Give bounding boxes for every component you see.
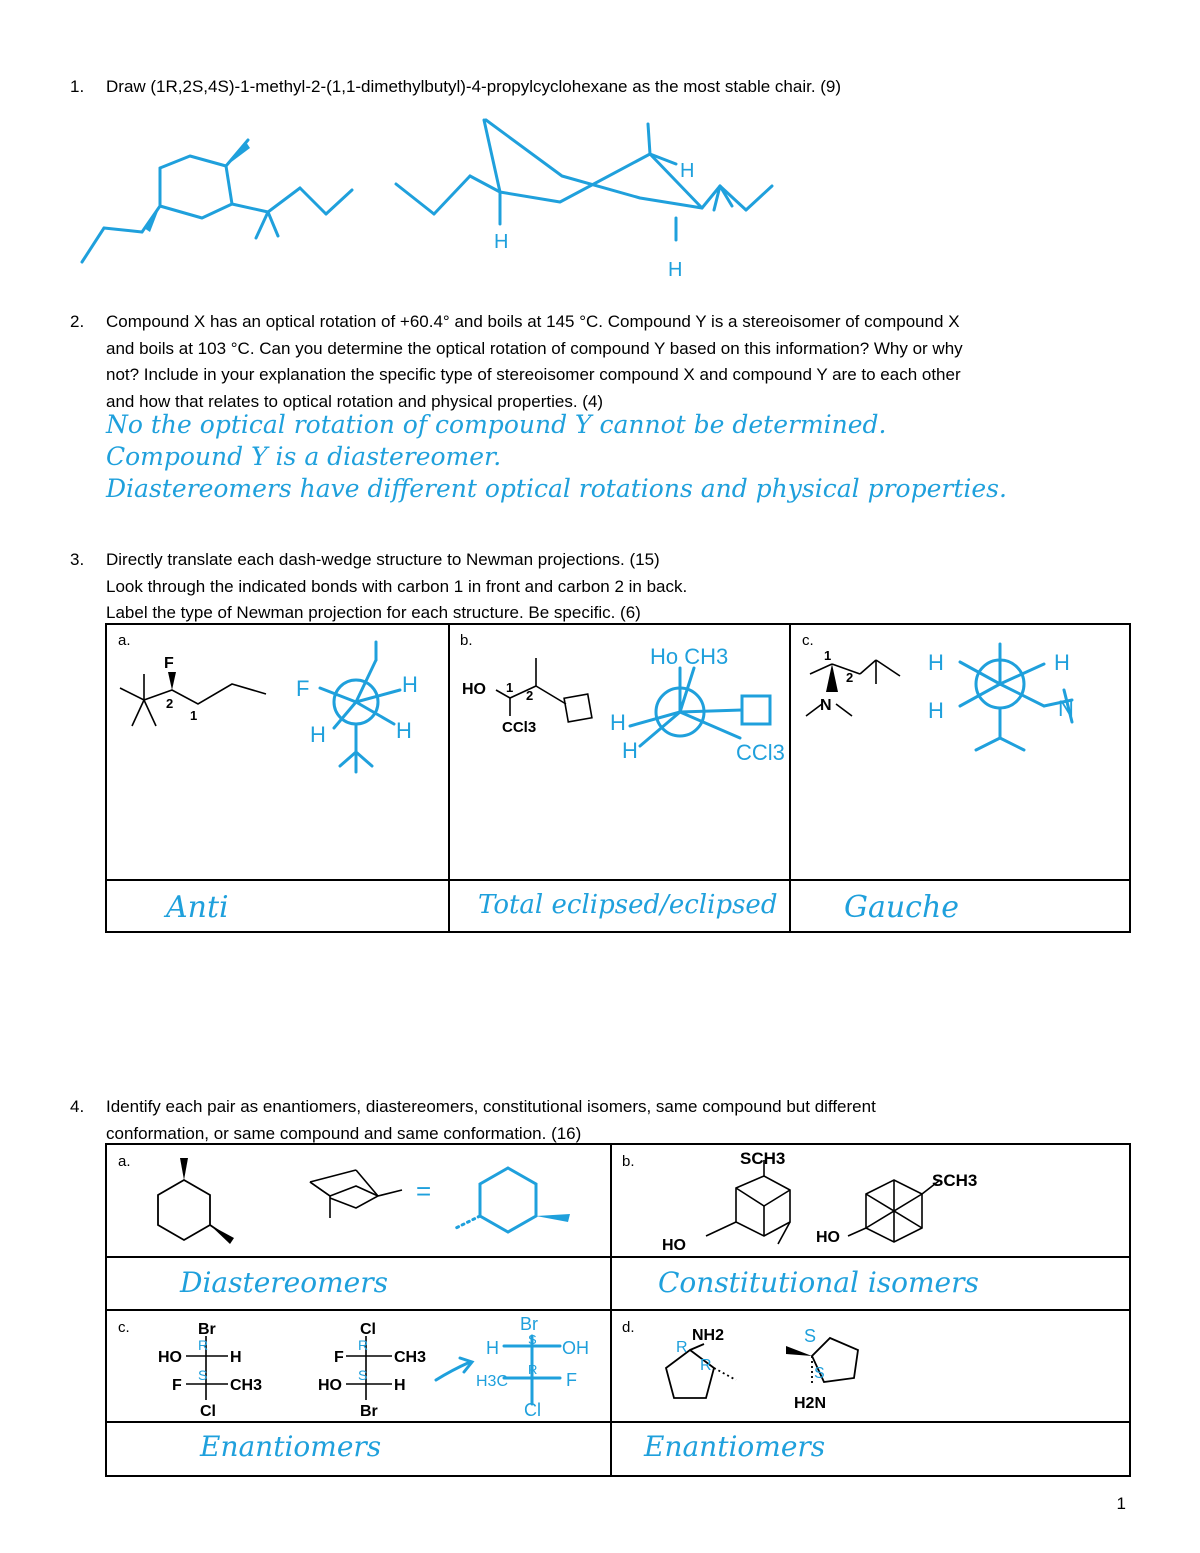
cell-letter-c: c. — [118, 1319, 130, 1336]
question-line: and boils at 103 °C. Can you determine the optical rotation of compound Y based on this information? Why or why — [106, 338, 963, 358]
config-R: R — [676, 1339, 688, 1356]
atom-H: H — [396, 718, 412, 743]
question-line: Compound X has an optical rotation of +60.4° and boils at 145 °C. Compound Y is a stereoisomer of compound X — [106, 312, 960, 331]
atom-HO: HO — [318, 1377, 342, 1394]
atom-label: H — [668, 259, 683, 281]
q4-answer-d: Enantiomers — [644, 1430, 826, 1463]
config-R: R — [358, 1337, 369, 1353]
cell-letter-b: b. — [460, 632, 473, 649]
q4-answer-b: Constitutional isomers — [658, 1266, 979, 1299]
atom-Cl: Cl — [200, 1403, 216, 1420]
question-text: Draw (1R,2S,4S)-1-methyl-2-(1,1-dimethylbutyl)-4-propylcyclohexane as the most stable chair. (9) — [106, 77, 842, 96]
atom-label: H — [494, 231, 509, 253]
question-line: Identify each pair as enantiomers, diastereomers, constitutional isomers, same compound but different — [106, 1097, 876, 1116]
carbon-2-label: 2 — [846, 670, 854, 685]
q4-answer-c: Enantiomers — [200, 1430, 382, 1463]
atom-Cl: Cl — [360, 1321, 376, 1338]
atom-HO: HO — [662, 1237, 686, 1254]
q2-answer-line-1: No the optical rotation of compound Y cannot be determined. — [106, 410, 887, 439]
atom-H: H — [486, 1338, 499, 1358]
atom-N: N — [1058, 696, 1074, 721]
atom-CH3: CH3 — [230, 1377, 263, 1394]
question-line: conformation, or same compound and same conformation. (16) — [106, 1123, 582, 1143]
question-number: 2. — [70, 312, 85, 331]
q2-answer-line-2: Compound Y is a diastereomer. — [106, 442, 502, 471]
atom-Br: Br — [360, 1403, 378, 1420]
atom-F: F — [164, 655, 174, 672]
atom-H: H — [928, 650, 944, 675]
question-line: Look through the indicated bonds with carbon 1 in front and carbon 2 in back. — [106, 576, 688, 596]
atom-H: H — [928, 698, 944, 723]
atom-H: H — [402, 672, 418, 697]
atom-CCl3: CCl3 — [736, 740, 785, 765]
atom-HO: HO — [158, 1349, 182, 1366]
atom-SCH3: SCH3 — [740, 1149, 786, 1168]
atom-H: H — [394, 1377, 406, 1394]
cell-letter-a: a. — [118, 632, 131, 649]
atom-OH: OH — [562, 1338, 589, 1358]
q4-answer-a: Diastereomers — [180, 1266, 388, 1299]
atom-HO: HO — [816, 1229, 840, 1246]
atom-N: N — [820, 697, 832, 714]
atom-H: H — [310, 722, 326, 747]
config-S: S — [528, 1332, 537, 1347]
atom-H: H — [622, 738, 638, 763]
atom-F: F — [296, 676, 310, 701]
atom-CH3: CH3 — [394, 1349, 427, 1366]
config-R: R — [700, 1357, 712, 1374]
cell-letter-c: c. — [802, 632, 814, 649]
carbon-1-label: 1 — [190, 708, 198, 723]
carbon-1-label: 1 — [506, 680, 514, 695]
q2-answer-line-3: Diastereomers have different optical rotations and physical properties. — [106, 474, 1007, 503]
atom-H: H — [230, 1349, 242, 1366]
config-S: S — [804, 1326, 817, 1346]
carbon-2-label: 2 — [526, 688, 534, 703]
q3-answer-a: Anti — [166, 890, 229, 925]
atom-HOCH3: Ho CH3 — [650, 644, 729, 669]
config-R: R — [198, 1337, 209, 1353]
config-S: S — [358, 1367, 368, 1383]
question-line: and how that relates to optical rotation and physical properties. (4) — [106, 391, 604, 411]
question-line: Label the type of Newman projection for each structure. Be specific. (6) — [106, 603, 641, 622]
atom-CCl3: CCl3 — [502, 719, 537, 736]
cell-letter-b: b. — [622, 1153, 635, 1170]
cell-letter-d: d. — [622, 1319, 635, 1336]
equals-sign: = — [416, 1176, 432, 1206]
atom-label: H — [680, 160, 695, 182]
atom-NH2: NH2 — [692, 1327, 725, 1344]
atom-HO: HO — [462, 681, 486, 698]
atom-H2N: H2N — [794, 1395, 827, 1412]
atom-H: H — [610, 710, 626, 735]
config-R: R — [528, 1362, 538, 1377]
question-number: 4. — [70, 1097, 85, 1116]
cell-letter-a: a. — [118, 1153, 131, 1170]
atom-F: F — [334, 1349, 344, 1366]
question-number: 3. — [70, 550, 85, 569]
q3-answer-c: Gauche — [844, 890, 960, 925]
atom-Br: Br — [198, 1321, 216, 1338]
question-number: 1. — [70, 77, 85, 96]
question-line: not? Include in your explanation the specific type of stereoisomer compound X and compound Y are to each other — [106, 365, 961, 384]
atom-F: F — [172, 1377, 182, 1394]
atom-H: H — [1054, 650, 1070, 675]
carbon-2-label: 2 — [166, 696, 174, 711]
atom-Br: Br — [520, 1314, 538, 1334]
question-line: Directly translate each dash-wedge structure to Newman projections. (15) — [106, 550, 660, 569]
config-S: S — [814, 1365, 825, 1382]
carbon-1-label: 1 — [824, 648, 832, 663]
page-number: 1 — [1116, 1494, 1126, 1513]
atom-F: F — [566, 1370, 577, 1390]
atom-SCH3: SCH3 — [932, 1171, 978, 1190]
atom-Cl: Cl — [524, 1400, 541, 1420]
q3-answer-b: Total eclipsed/eclipsed — [478, 890, 778, 920]
atom-H3C: H3C — [476, 1373, 509, 1390]
config-S: S — [198, 1367, 208, 1383]
